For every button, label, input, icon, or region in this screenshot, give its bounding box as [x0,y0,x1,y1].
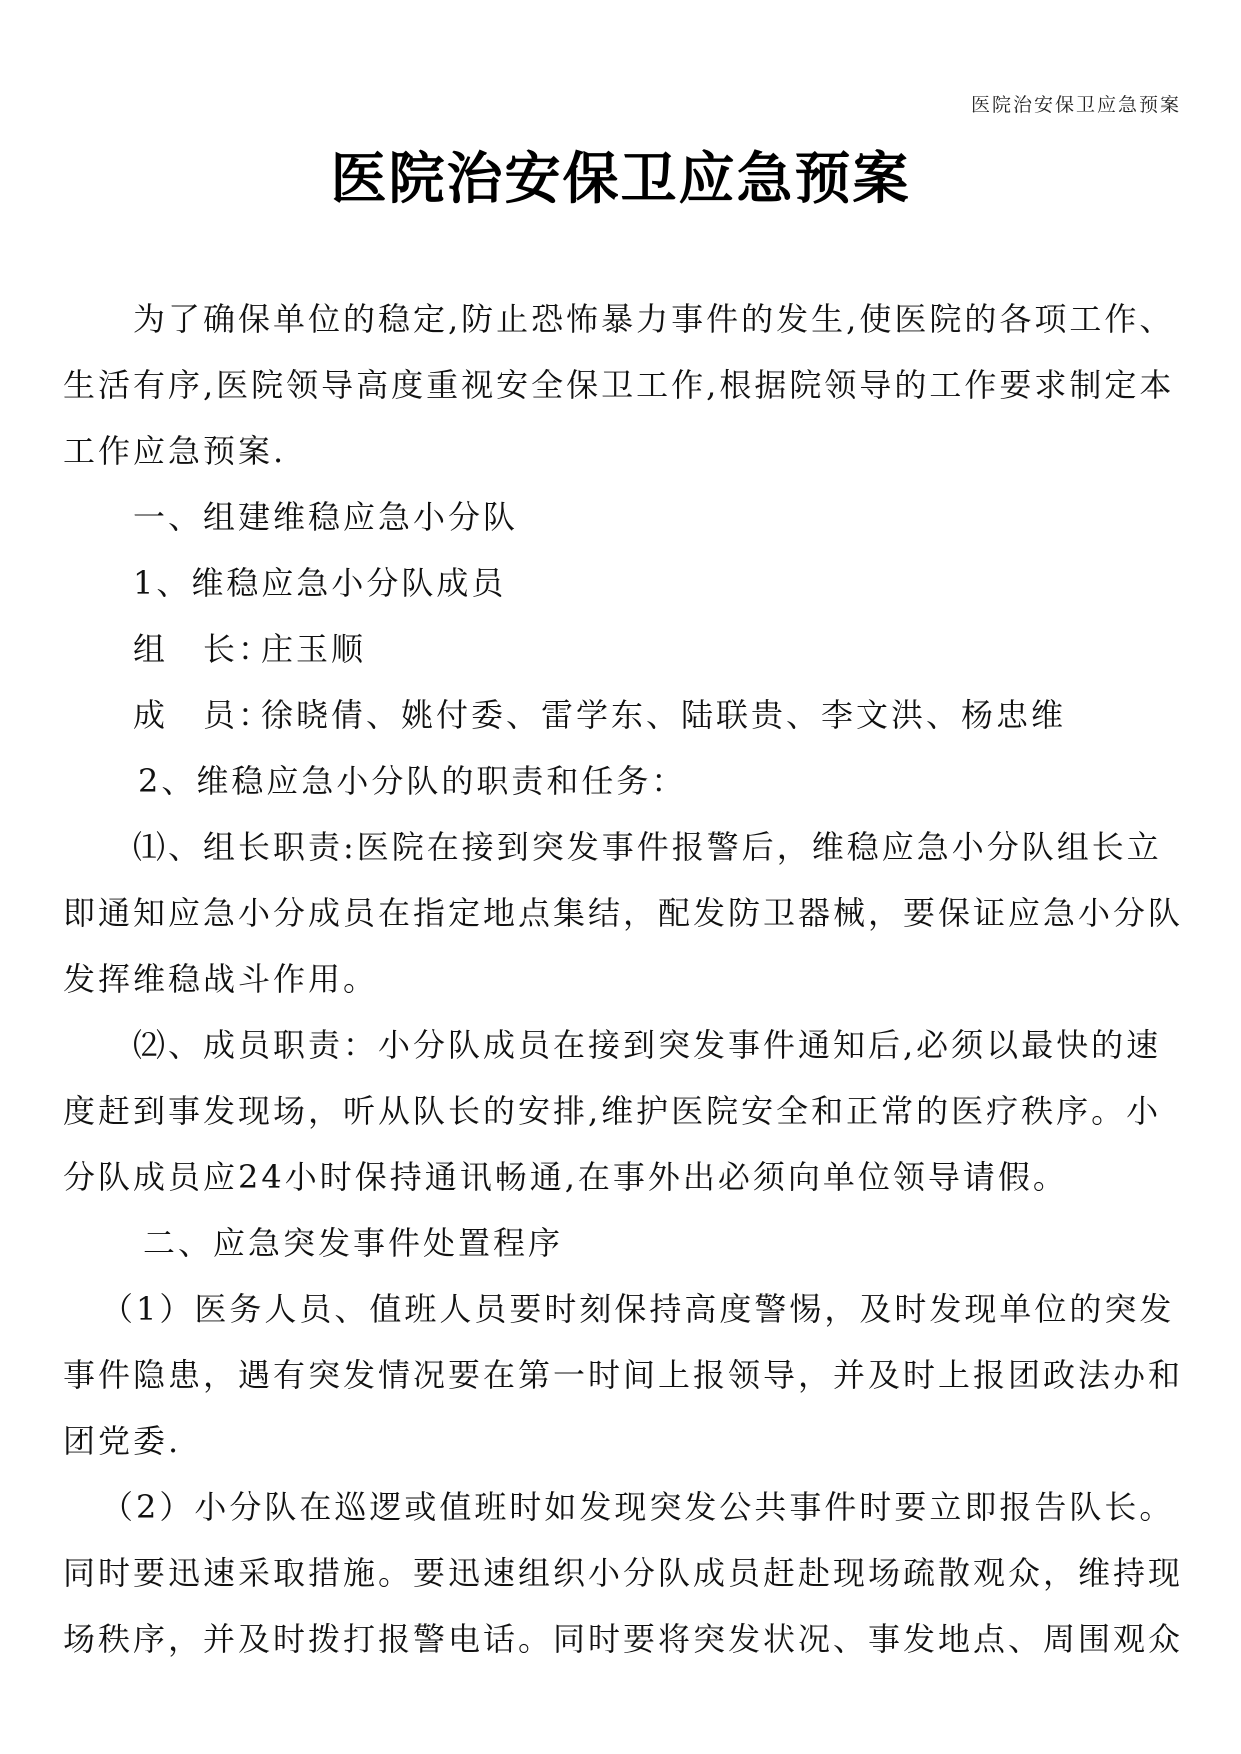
section-1-heading: 一、组建维稳应急小分队 [133,498,519,536]
members-names: 徐晓倩、姚付委、雷学东、陆联贵、李文洪、杨忠维 [261,696,1067,734]
leader-name: 庄玉顺 [261,630,367,668]
section-1-subheading-members: 1、维稳应急小分队成员 [133,564,507,602]
document-body [63,286,1183,1672]
leader-role-label: 组 长： [133,630,274,668]
section-2-heading: 二、应急突发事件处置程序 [143,1224,564,1262]
members-line [63,682,1183,748]
members-role-label: 成 员： [133,696,274,734]
duty-1-paragraph: ⑴、组长职责:医院在接到突发事件报警后，维稳应急小分队组长立即通知应急小分成员在指定地点集结，配发防卫器械，要保证应急小分队发挥维稳战斗作用。 [63,828,1184,998]
document-title: 医院治安保卫应急预案 [330,147,911,212]
procedure-1-paragraph: （1）医务人员、值班人员要时刻保持高度警惕，及时发现单位的突发事件隐患，遇有突发情况要在第一时间上报领导，并及时上报团政法办和团党委. [63,1290,1184,1460]
duty-2-paragraph: ⑵、成员职责：小分队成员在接到突发事件通知后,必须以最快的速度赶到事发现场，听从队长的安排,维护医院安全和正常的医疗秩序。小分队成员应24小时保持通讯畅通,在事外出必须向单位领导请假。 [63,1026,1162,1196]
running-header: 医院治安保卫应急预案 [970,94,1181,116]
leader-line [63,616,1183,682]
section-1-subheading-duties: 2、维稳应急小分队的职责和任务： [138,762,687,800]
procedure-2-paragraph: （2）小分队在巡逻或值班时如发现突发公共事件时要立即报告队长。同时要迅速采取措施。要迅速组织小分队成员赶赴现场疏散观众，维持现场秩序，并及时拨打报警电话。同时要将突发状况、事发地点、周围观众 [63,1488,1184,1658]
intro-paragraph: 为了确保单位的稳定,防止恐怖暴力事件的发生,使医院的各项工作、生活有序,医院领导高度重视安全保卫工作,根据院领导的工作要求制定本工作应急预案. [63,300,1175,470]
